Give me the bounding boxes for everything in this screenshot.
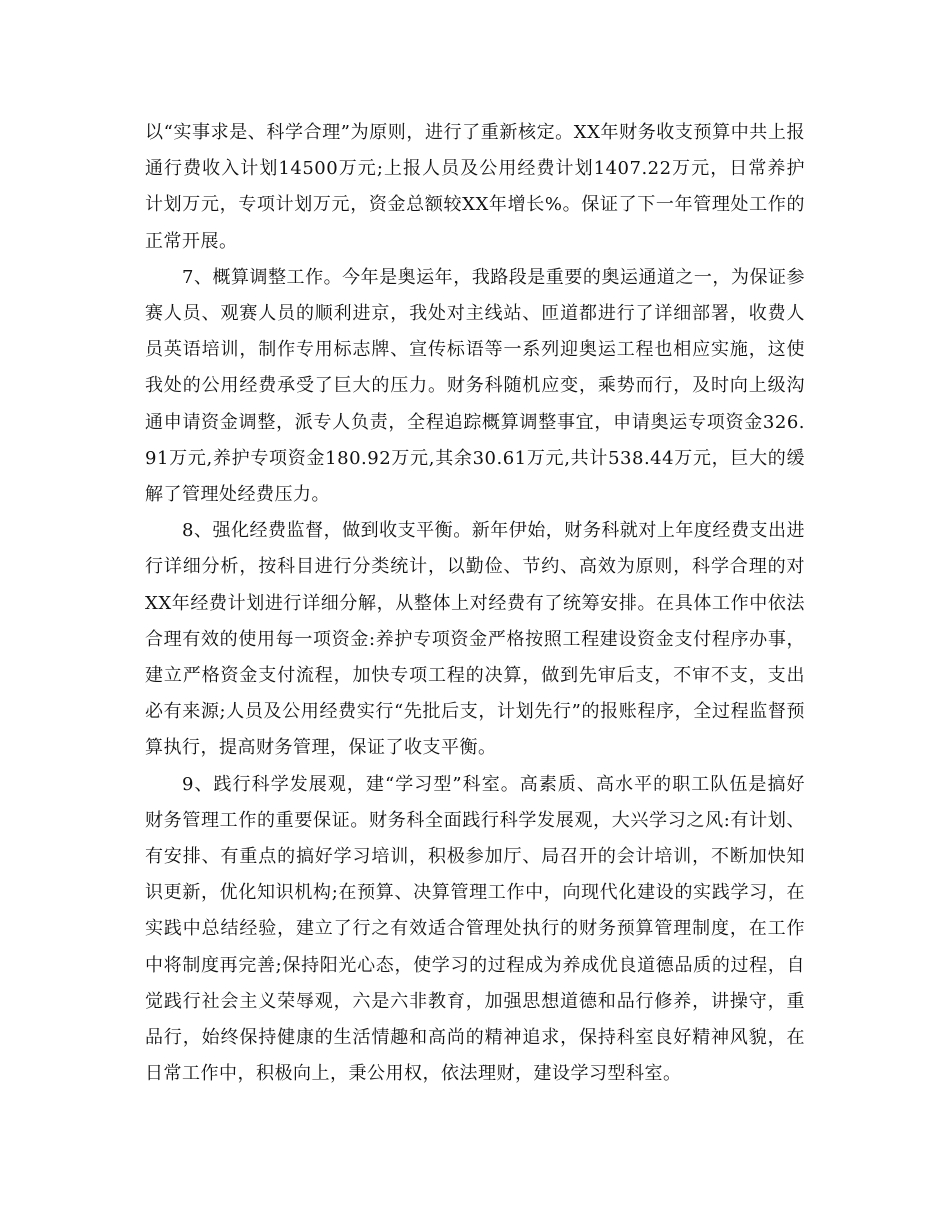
document-body — [145, 115, 805, 1092]
paragraph-expense-supervision: 8、强化经费监督，做到收支平衡。新年伊始，财务科就对上年度经费支出进行详细分析，按科目进行分类统计，以勤俭、节约、高效为原则，科学合理的对XX年经费计划进行详细分解，从整体上对经费有了统筹安排。在具体工作中依法合理有效的使用每一项资金:养护专项资金严格按照工程建设资金支付程序办事，建立严格资金支付流程，加快专项工程的决算，做到先审后支，不审不支，支出必有来源;人员及公用经费实行“先批后支，计划先行”的报账程序，全过程监督预算执行，提高财务管理，保证了收支平衡。 — [145, 520, 805, 759]
paragraph-learning-office: 9、践行科学发展观，建“学习型”科室。高素质、高水平的职工队伍是搞好财务管理工作的重要保证。财务科全面践行科学发展观，大兴学习之风:有计划、有安排、有重点的搞好学习培训，积极参加厅、局召开的会计培训，不断加快知识更新，优化知识机构;在预算、决算管理工作中，向现代化建设的实践学习，在实践中总结经验，建立了行之有效适合管理处执行的财务预算管理制度，在工作中将制度再完善;保持阳光心态，使学习的过程成为养成优良道德品质的过程，自觉践行社会主义荣辱观，六是六非教育，加强思想道德和品行修养，讲操守，重品行，始终保持健康的生活情趣和高尚的精神追求，保持科室良好精神风貌，在日常工作中，积极向上，秉公用权，依法理财，建设学习型科室。 — [145, 773, 805, 1085]
paragraph-budget-adjustment: 7、概算调整工作。今年是奥运年，我路段是重要的奥运通道之一，为保证参赛人员、观赛人员的顺利进京，我处对主线站、匝道都进行了详细部署，收费人员英语培训，制作专用标志牌、宣传标语等一系列迎奥运工程也相应实施，这使我处的公用经费承受了巨大的压力。财务科随机应变，乘势而行，及时向上级沟通申请资金调整，派专人负责，全程追踪概算调整事宜，申请奥运专项资金326.91万元,养护专项资金180.92万元,其余30.61万元,共计538.44万元，巨大的缓解了管理处经费压力。 — [145, 266, 805, 506]
paragraph-budget-continuation: 以“实事求是、科学合理”为原则，进行了重新核定。XX年财务收支预算中共上报通行费收入计划14500万元;上报人员及公用经费计划1407.22万元，日常养护计划万元，专项计划万元，资金总额较XX年增长%。保证了下一年管理处工作的正常开展。 — [145, 122, 805, 252]
